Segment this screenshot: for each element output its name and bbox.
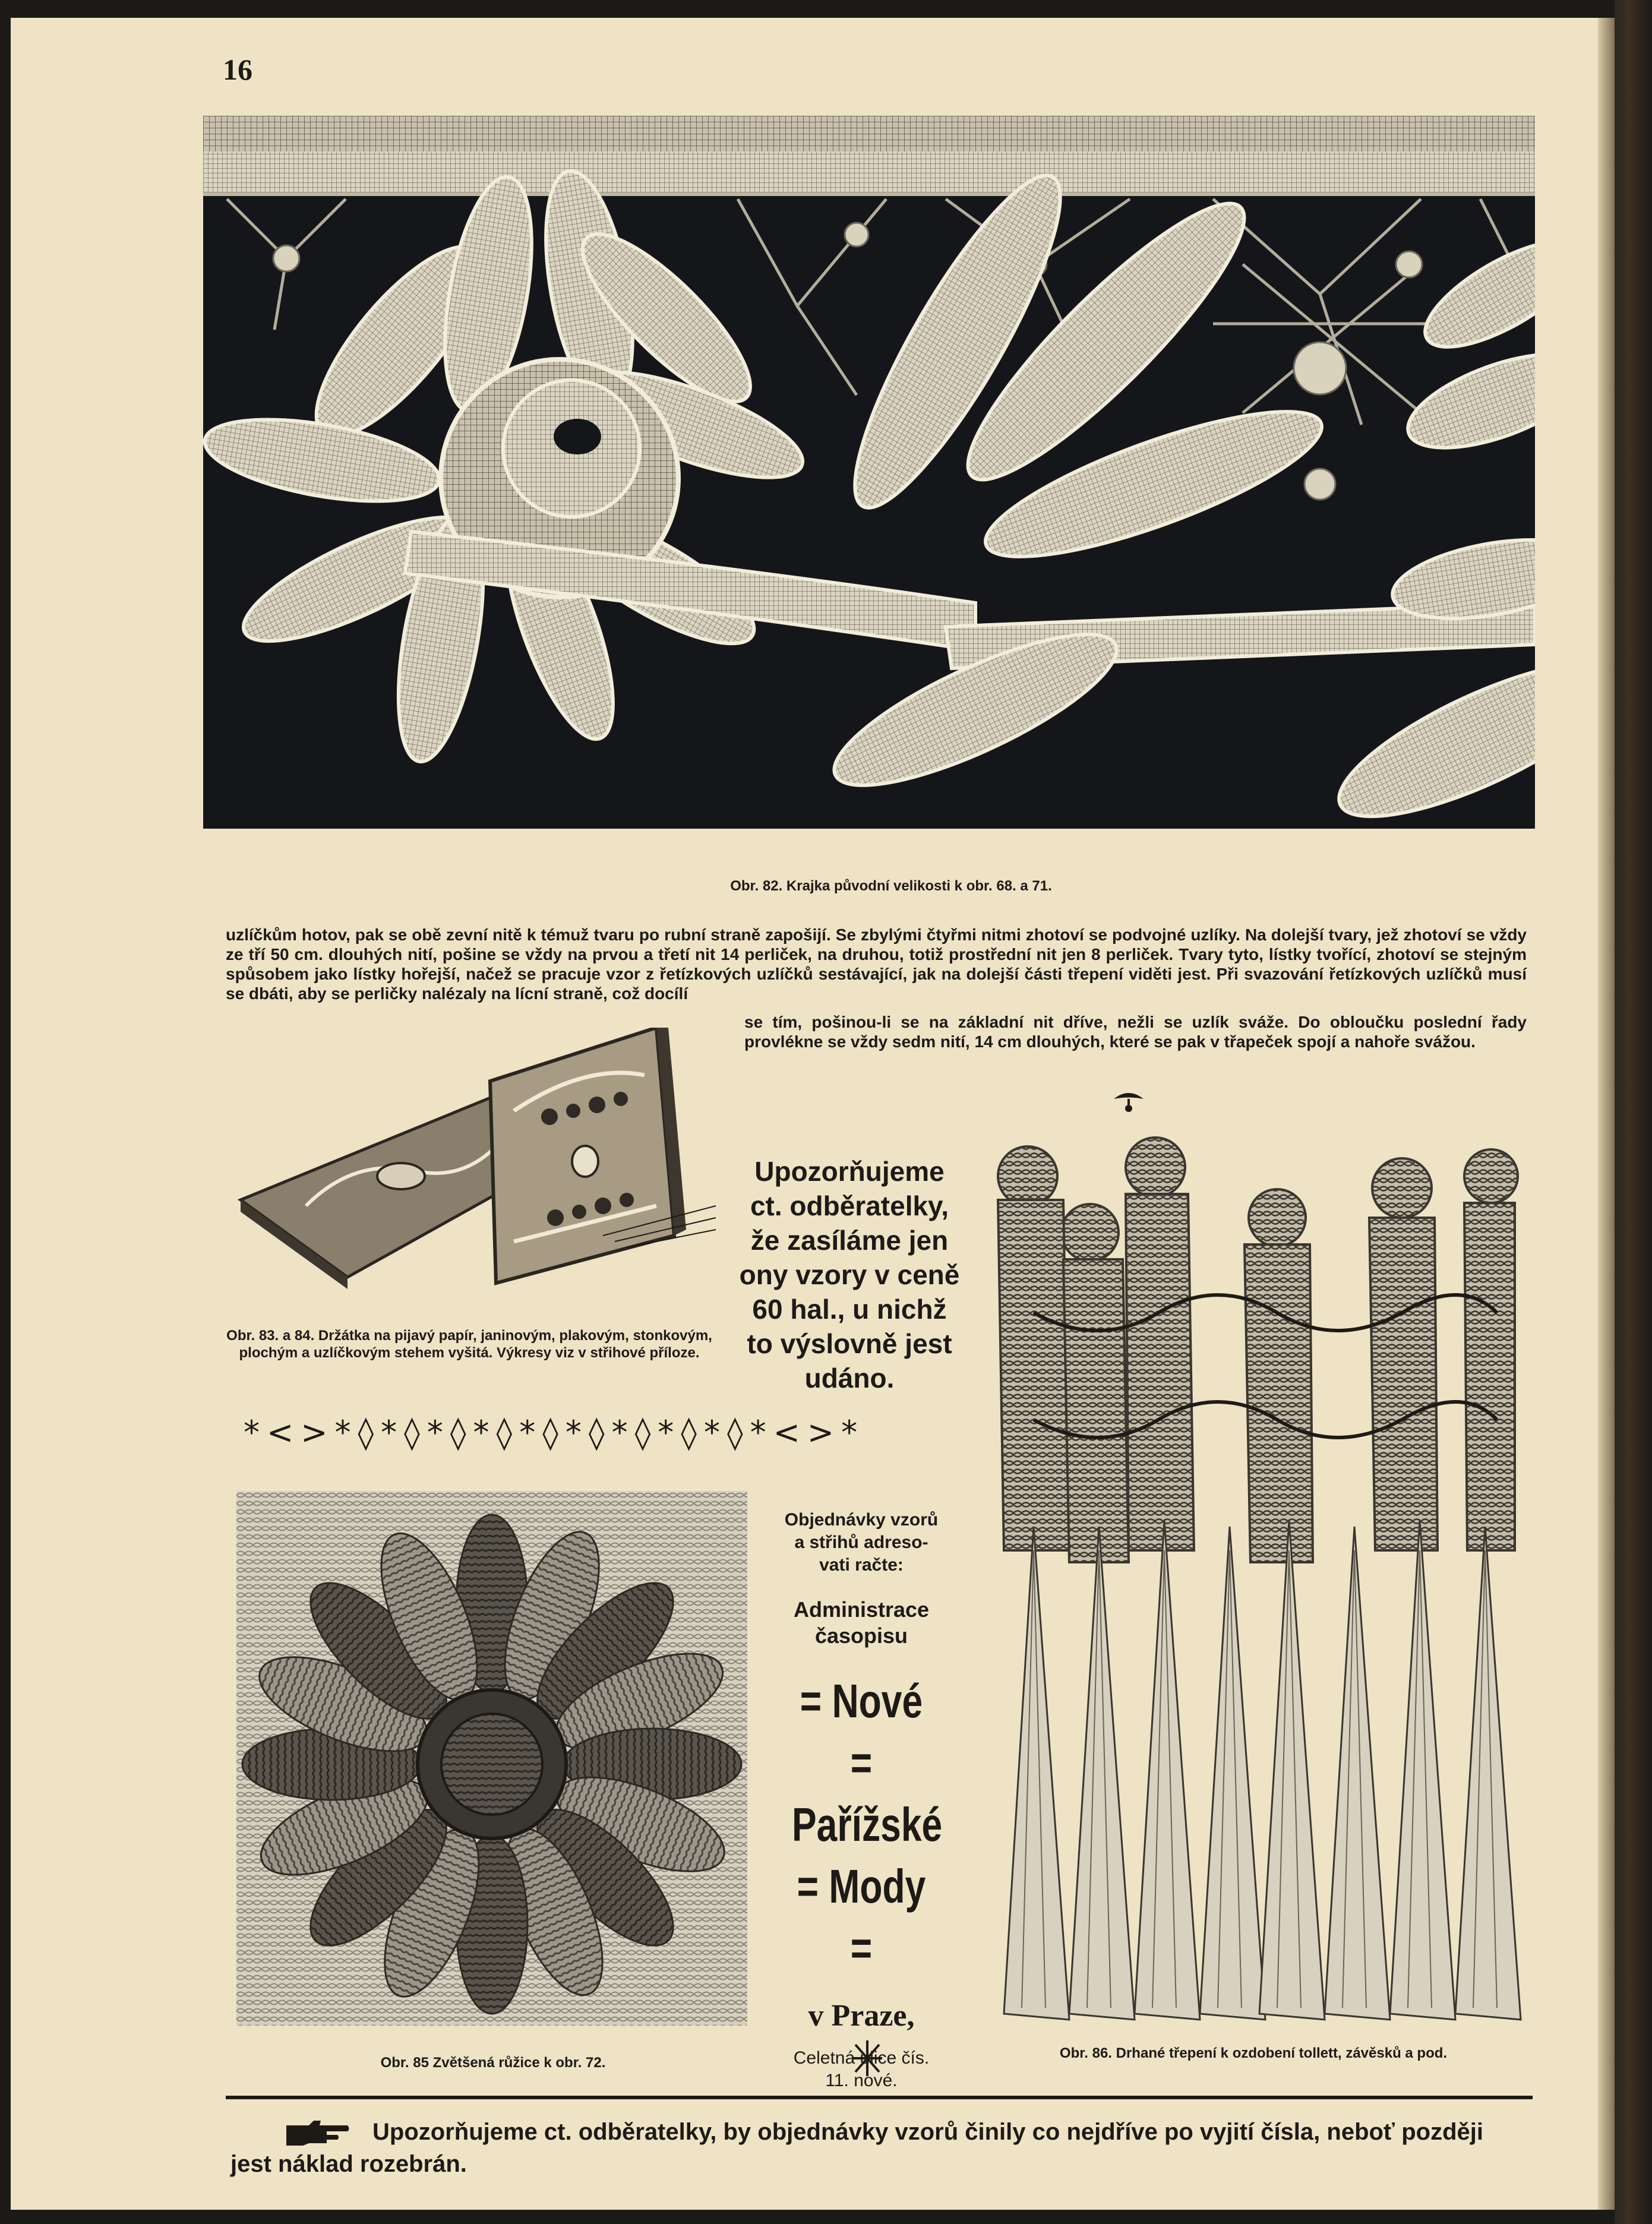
promo-notice xyxy=(737,1154,962,1395)
administration-line: časopisu xyxy=(814,1623,908,1648)
footer-rule xyxy=(226,2096,1533,2099)
fig86-fringe-illustration xyxy=(980,1135,1527,2032)
magazine-title-line: = Mody = xyxy=(797,1860,926,1975)
ornament-divider: *<>*◊*◊*◊*◊*◊*◊*◊*◊*◊*<>* xyxy=(244,1414,865,1451)
order-line: a střihů adreso- xyxy=(794,1533,928,1552)
scan-background xyxy=(1615,0,1652,2224)
promo-line: ony vzory v ceně xyxy=(739,1259,960,1290)
body-text-right-column: se tím, pošinou-li se na základní nit dříve, nežli se uzlík sváže. Do obloučku poslední řady provlékne se vždy sedm nití, 14 cm dlouhých, které se pak v třapeček spojí a nahoře svážou. xyxy=(744,1013,1527,1051)
fig86-caption: Obr. 86. Drhané třepení k ozdobení tollett, závěsků a pod. xyxy=(1059,2045,1448,2061)
footer-notice-line: Upozorňujeme ct. odběratelky, by objednávky vzorů činily co nejdříve po vyjití čísla, neboť později xyxy=(372,2119,1483,2145)
fig82-caption: Obr. 82. Krajka původní velikosti k obr. 68. a 71. xyxy=(730,878,1052,894)
magazine-title-line: Pařížské xyxy=(792,1798,943,1851)
promo-line: udáno. xyxy=(804,1363,895,1394)
promo-line: 60 hal., u nichž xyxy=(752,1294,947,1325)
magazine-title-line: = Nové = xyxy=(800,1675,923,1789)
promo-line: že zasíláme jen xyxy=(750,1225,949,1256)
promo-line: Upozorňujeme xyxy=(754,1156,945,1187)
page-edge xyxy=(1598,18,1616,2210)
body-text-full-width: uzlíčkům hotov, pak se obě zevní nitě k témuž tvaru po rubní straně zapošijí. Se zbylými čtyřmi nitmi zhotoví se podvojné uzlíky. Na dolejší tvary, jež zhotoví se vždy ze tří 50 cm. dlouhých nití, pošine se vždy na prvou a třetí nit 14 perliček, na druhou, totiž prostřední nit jen 8 perliček. Tvary tyto, lístky tvořící, zhotoví se stejným spůsobem jako lístky hořejší, načež se pracuje vzor z řetízkových uzlíčků sestávající, jak na dolejší části třepení viděti jest. Při svazování řetízkových uzlíčků musí se dbáti, aby se perličky nalézaly na lícní straně, což docílí xyxy=(226,925,1527,1003)
order-line: Objednávky vzorů xyxy=(784,1510,939,1530)
fig85-rosette-illustration xyxy=(236,1491,747,2026)
footer-notice-line: jest náklad rozebrán. xyxy=(230,2151,467,2177)
fig83-84-blotter-illustration xyxy=(235,1028,722,1301)
street-line: 11. nové. xyxy=(825,2071,898,2090)
promo-line: ct. odběratelky, xyxy=(750,1190,949,1221)
leaf-ornament-icon xyxy=(1111,1087,1146,1117)
city-line: v Praze, xyxy=(808,1999,915,2033)
administration-line: Administrace xyxy=(793,1597,930,1622)
page-number: 16 xyxy=(223,53,252,86)
pointing-hand-icon xyxy=(285,2119,350,2147)
fig83-84-caption: Obr. 83. a 84. Držátka na pijavý papír, janinovým, plakovým, stonkovým, plochým a uzlíčkovým stehem vyšitá. Výkresy viz v střihové příloze. xyxy=(226,1328,712,1361)
fig82-lace-illustration xyxy=(203,116,1535,829)
address-block xyxy=(772,1509,950,2092)
order-line: vati račte: xyxy=(819,1555,904,1575)
street-line: Celetná ulice čís. xyxy=(793,2048,930,2068)
promo-line: to výslovně jest xyxy=(747,1328,952,1359)
fig85-caption: Obr. 85 Zvětšená růžice k obr. 72. xyxy=(380,2055,606,2071)
